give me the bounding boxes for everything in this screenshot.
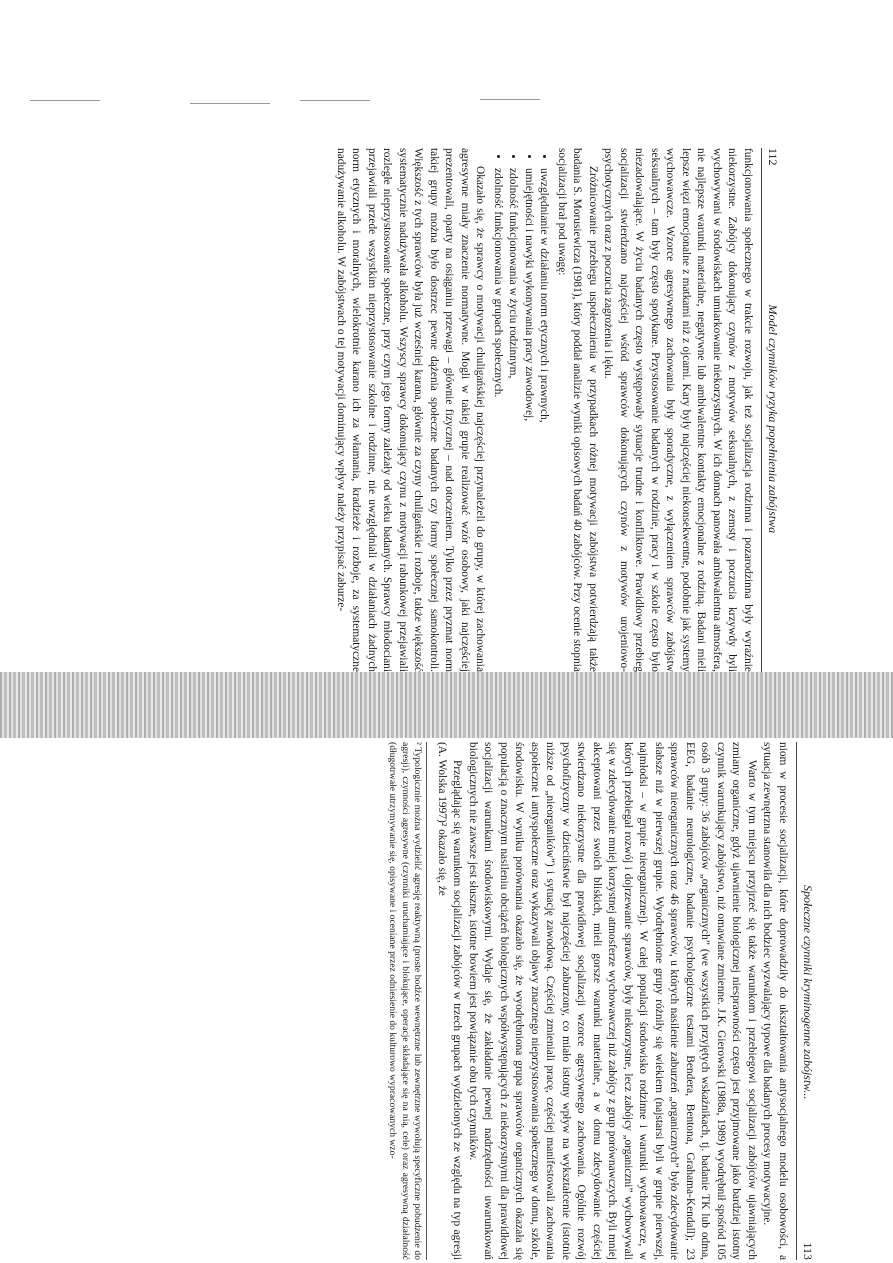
scan-line	[30, 100, 100, 101]
right-page-header	[796, 742, 815, 1260]
paragraph: Okazało się, że sprawcy o motywacji chuligańskiej najczęściej przynależeli do grupy, w której zachowania agresywne miały znaczenie normatywne. Mogli w takiej grupie realizować wzór osobowy, jaki najczęściej prezentowali, oparty na osiąganiu przewagi – głównie fizycznej – nad otoczeniem. Tylko przez pryzmat norm takiej grupy można było dostrzec pewne dążenia społeczne badanych czy formy społecznej samokontroli. Większość z tych sprawców była już wcześniej karana, głównie za czyny chuligańskie i rozboje, także większość systematycznie nadużywała alkoholu. Wszyscy sprawcy dokonujący czynu z motywacji rabunkowej przejawiali rozległe nieprzystosowanie społeczne, przy czym jego formy zależały od wieku badanych. Sprawcy młodociani przejawiali przede wszystkim nieprzystosowanie szkolne i rodzinne, nie uwzględniali w działaniach żadnych norm etycznych i moralnych, wielokrotnie karano ich za włamania, kradzieże i rozboje, za systematyczne nadużywanie alkoholu. W zabójstwach o tej motywacji dominujący wpływ należy przypisać zaburze-	[335, 148, 487, 672]
paragraph: niom w procesie socjalizacji, które doprowadziły do ukształtowania antysocjalnego modelu osobowości, a sytuacja zewnętrzna stanowiła dla nich bodziec wyzwalający typowe dla badanych procesy motywacyjne.	[761, 742, 789, 1260]
list-item: • zdolność funkcjonowania w życiu rodzinnym,	[505, 168, 521, 672]
paragraph: Warto w tym miejscu przyjrzeć się także warunkom i przebiegowi socjalizacji zabójców ujawniających zmiany organiczne, gdyż ujawnienie biologicznej niesprawności często jest przyjmowane jako bardziej istotny czynnik warunkujący zabójstwo, niż omawiane zmienne. J.K. Gierowski (1988a, 1989) wyodrębnił spośród 105 osób 3 grupy: 36 zabójców „organicznych” (we wszystkich przyjętych wskaźnikach, tj. badanie TK lub odma, EEG, badanie neurologiczne, badanie psychologiczne testami Bendera, Bentona, Grahama-Kendall); 23 sprawców nieorganicznych oraz 46 sprawców, u których nasilenie zaburzeń „organicznych” było zdecydowanie słabsze niż w pierwszej grupie. Wyodrębnione grupy różniły się wiekiem (najstarsi byli w grupie pierwszej, najmłodsi – w grupie nieorganicznej). W całej populacji środowisko rodzinne i warunki wychowawcze, w których przebiegał rozwój i dojrzewanie sprawców, były niekorzystne, lecz zabójcy „organiczni” wychowywali się w zdecydowanie mniej korzystnej atmosferze wychowawczej niż zabójcy z grup porównawczych. Byli mniej akceptowani przez swoich bliskich, mieli gorsze warunki materialne, a w domu zdecydowanie częściej stwierdzano niekorzystne dla prawidłowej socjalizacji wzorce agresywnego zachowania. Ogólnie rozwój psychofizyczny w dzieciństwie był najczęściej zaburzony, co miało istotny wpływ na wykształcenie (istotnie niższe od „nieorganików”) i sytuację zawodową. Częściej zmieniali pracę, częściej manifestowali zachowania aspołeczne i antyspołeczne oraz wykazywali objawy znacznego nieprzystosowania społecznego w domu, szkole, środowisku. W wyniku porównania okazało się, że wyodrębniona grupa sprawców organicznych okazała się populacją o znacznym nasileniu obciążeń biologicznych współwystępujących z niekorzystnymi dla prawidłowej socjalizacji warunkami środowiskowymi. Wydaje się, że zakładanie pewnej nadrzędności uwarunkowań biologicznych nie zawsze jest słuszne, istotne bowiem jest powiązanie obu tych czynników.	[467, 742, 758, 1260]
left-page-header	[761, 148, 780, 672]
right-page-number: 113	[801, 1242, 815, 1260]
footnote-text: ² Typologicznie można wydzielić agresję reaktywną (proste bodźce wewnętrzne lub zewnętrzne wywołują specyficzne pobudzenie do agresji), czynności agresywne (czynniki uruchamiające i blokujące, operacje składające się na nią, cele) oraz agresywną działalność (długotrwałe utrzymywanie się, opisywane i oceniane przez odniesienie do kulturowo wypracowanych wzo-	[387, 742, 424, 1260]
paragraph: funkcjonowania społecznego w trakcie rozwoju, jak też socjalizacja rodzinna i pozarodzinna były wyraźnie niekorzystne. Zabójcy dokonujący czynów z motywów seksualnych, z zemsty i poczucia krzywdy byli wychowywani w środowiskach umiarkowanie niekorzystnych. W ich domach panowała ambiwalentna atmosfera, nie najlepsze warunki materialne, negatywne lub ambiwalentne kontakty emocjonalne z rodziną. Badani mieli lepsze więzi emocjonalne z matkami niż z ojcami. Kary były najczęściej niekonsekwentne, podobnie jak systemy wychowawcze. Wzorce agresywnego zachowania były sporadyczne, z wyłączeniem sprawców zabójstw seksualnych – tam były często spotykane. Przystosowanie badanych w rodzinie, pracy i w szkole często było niezadowalające. W życiu badanych często występowały sytuacje trudne i konfliktowe. Prawidłowy przebieg socjalizacji stwierdzano najczęściej wśród sprawców dokonujących czynów z motywów urojeniowo-psychotycznych oraz z poczucia zagrożenia i lęku.	[602, 148, 754, 672]
footnote	[386, 742, 428, 1260]
scan-line	[190, 103, 270, 104]
scan-line	[480, 99, 540, 100]
left-running-title: Model czynników ryzyka popełnienia zabójstwa	[766, 304, 780, 534]
right-page	[386, 742, 815, 1260]
list-item: • uwzględnianie w działaniu norm etycznych i prawnych,	[536, 168, 552, 672]
list-item: • umiejętności i nawyki wykonywania pracy zawodowej,	[521, 168, 537, 672]
scan-line	[300, 100, 370, 101]
left-page-number: 112	[766, 148, 780, 166]
paragraph: Przeglądając się warunkom socjalizacji zabójców w trzech grupach wydzielonych ze względu na typ agresji (A. Wolska 1997)² okazało się, że	[436, 742, 464, 1260]
list-item: • zdolność funkcjonowania w grupach społecznych.	[490, 168, 506, 672]
criteria-list	[490, 168, 552, 672]
book-gutter	[0, 672, 893, 738]
left-page	[333, 148, 781, 672]
paragraph: Zróżnicowanie przebiegu uspołecznienia w przypadkach różnej motywacji zabójstwa potwierdzają także badania S. Morusiewicza (1981), który poddał analizie wyniki opisowych badań 40 zabójców. Przy ocenie stopnia socjalizacji brał pod uwagę:	[556, 148, 599, 672]
right-running-title: Społeczne czynniki kryminogenne zabójstw...	[801, 885, 815, 1100]
